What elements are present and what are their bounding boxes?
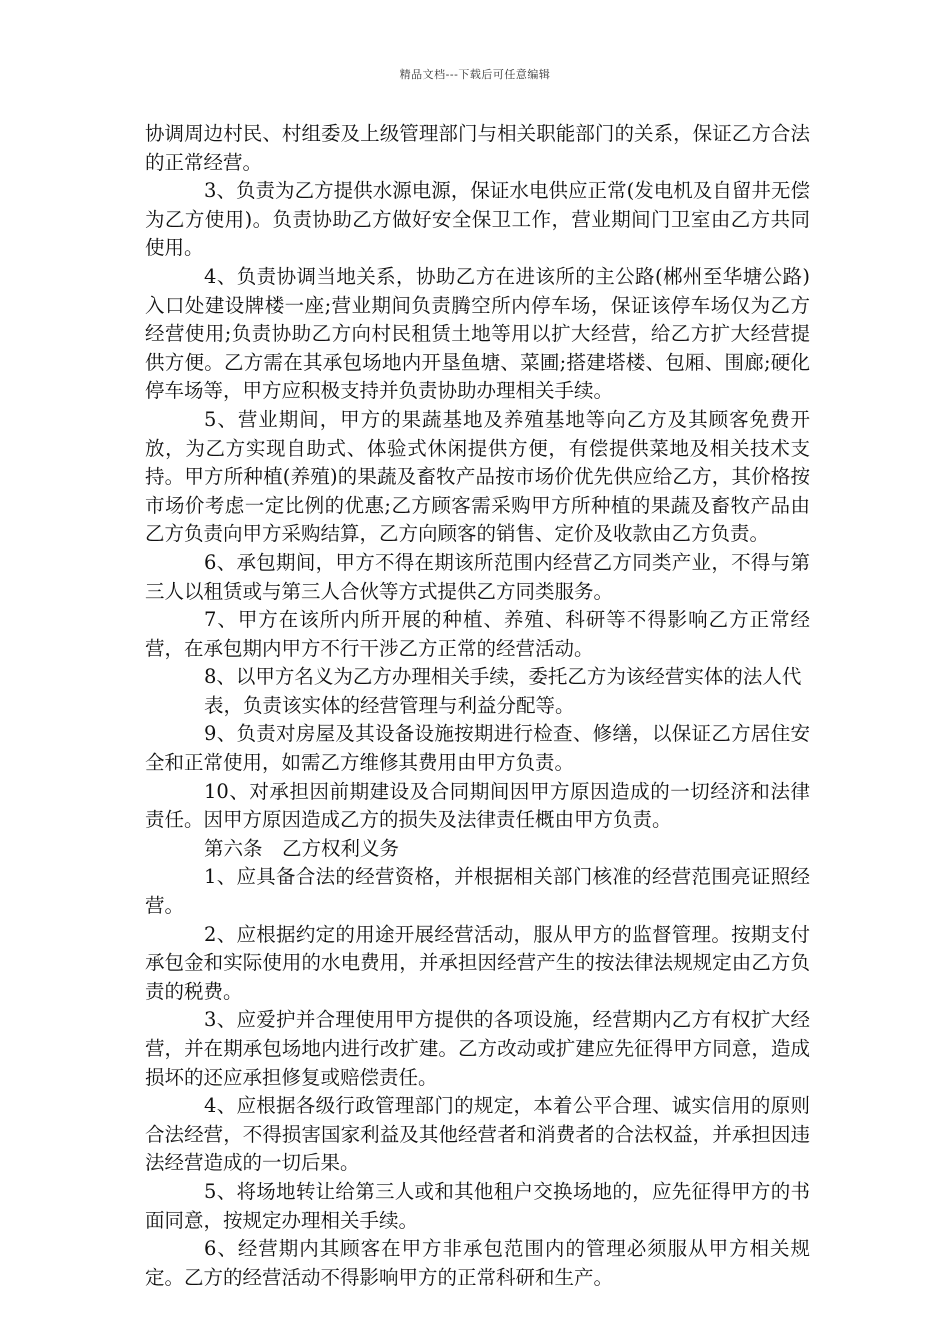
paragraph: 2、应根据约定的用途开展经营活动，服从甲方的监督管理。按期支付承包金和实际使用的水电费用，并承担因经营产生的按法律法规规定由乙方负责的税费。 bbox=[145, 922, 810, 1003]
paragraph: 表，负责该实体的经营管理与利益分配等。 bbox=[204, 693, 575, 717]
paragraph: 5、将场地转让给第三人或和其他租户交换场地的，应先征得甲方的书面同意，按规定办理相关手续。 bbox=[145, 1179, 810, 1232]
paragraph: 3、负责为乙方提供水源电源，保证水电供应正常(发电机及自留井无偿为乙方使用)。负责协助乙方做好安全保卫工作，营业期间门卫室由乙方共同使用。 bbox=[145, 179, 810, 260]
paragraph: 5、营业期间，甲方的果蔬基地及养殖基地等向乙方及其顾客免费开放，为乙方实现自助式、体验式休闲提供方便，有偿提供菜地及相关技术支持。甲方所种植(养殖)的果蔬及畜牧产品按市场价优先供应给乙方，其价格按市场价考虑一定比例的优惠;乙方顾客需采购甲方所种植的果蔬及畜牧产品由乙方负责向甲方采购结算，乙方向顾客的销售、定价及收款由乙方负责。 bbox=[145, 407, 810, 546]
paragraph: 3、应爱护并合理使用甲方提供的各项设施，经营期内乙方有权扩大经营，并在期承包场地内进行改扩建。乙方改动或扩建应先征得甲方同意，造成损坏的还应承担修复或赔偿责任。 bbox=[145, 1008, 810, 1089]
paragraph: 6、经营期内其顾客在甲方非承包范围内的管理必须服从甲方相关规定。乙方的经营活动不得影响甲方的正常科研和生产。 bbox=[145, 1237, 810, 1289]
paragraph: 1、应具备合法的经营资格，并根据相关部门核准的经营范围亮证照经营。 bbox=[145, 865, 810, 918]
document-body bbox=[145, 120, 810, 1292]
paragraph: 7、甲方在该所内所开展的种植、养殖、科研等不得影响乙方正常经营，在承包期内甲方不行干涉乙方正常的经营活动。 bbox=[145, 608, 810, 660]
paragraph: 6、承包期间，甲方不得在期该所范围内经营乙方同类产业，不得与第三人以租赁或与第三人合伙等方式提供乙方同类服务。 bbox=[145, 550, 810, 603]
page-header: 精品文档---下载后可任意编辑 bbox=[399, 68, 551, 81]
paragraph: 10、对承担因前期建设及合同期间因甲方原因造成的一切经济和法律责任。因甲方原因造成乙方的损失及法律责任概由甲方负责。 bbox=[145, 779, 810, 832]
section-heading: 第六条 乙方权利义务 bbox=[204, 836, 400, 860]
paragraph: 9、负责对房屋及其设备设施按期进行检查、修缮，以保证乙方居住安全和正常使用，如需乙方维修其费用由甲方负责。 bbox=[145, 722, 810, 775]
paragraph: 协调周边村民、村组委及上级管理部门与相关职能部门的关系，保证乙方合法的正常经营。 bbox=[145, 122, 810, 174]
paragraph: 4、负责协调当地关系，协助乙方在进该所的主公路(郴州至华塘公路)入口处建设牌楼一座;营业期间负责腾空所内停车场，保证该停车场仅为乙方经营使用;负责协助乙方向村民租赁土地等用以扩大经营，给乙方扩大经营提供方便。乙方需在其承包场地内开垦鱼塘、菜圃;搭建塔楼、包厢、围廊;硬化停车场等，甲方应积极支持并负责协助办理相关手续。 bbox=[145, 264, 810, 403]
paragraph: 4、应根据各级行政管理部门的规定，本着公平合理、诚实信用的原则合法经营，不得损害国家利益及其他经营者和消费者的合法权益，并承担因违法经营造成的一切后果。 bbox=[145, 1094, 810, 1175]
paragraph: 8、以甲方名义为乙方办理相关手续，委托乙方为该经营实体的法人代 bbox=[204, 665, 802, 689]
